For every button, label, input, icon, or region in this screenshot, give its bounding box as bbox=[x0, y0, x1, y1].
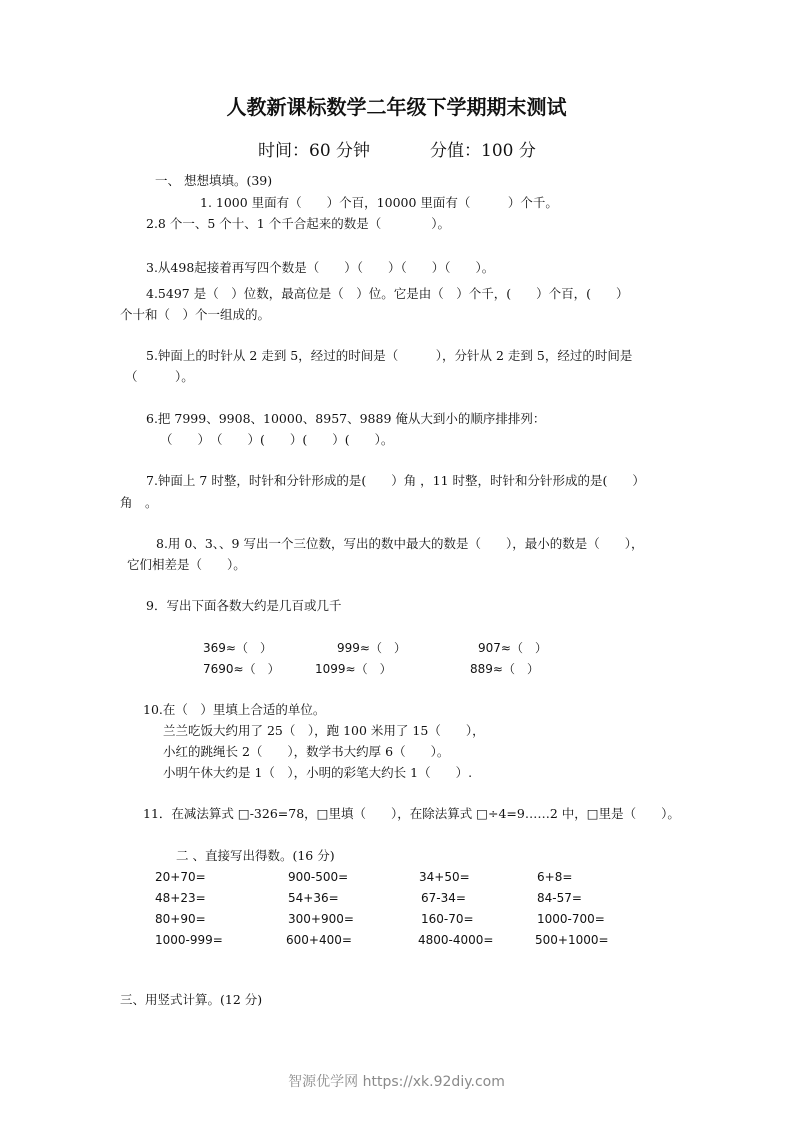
question-4-line1: 4.5497 是（ ）位数，最高位是（ ）位。它是由（ ）个千，( ）个百，( ） bbox=[146, 286, 629, 301]
calc-item: 6+8= bbox=[537, 870, 573, 884]
score-label: 分值：100 分 bbox=[430, 141, 536, 161]
estimate-item: 907≈（ ） bbox=[478, 641, 547, 655]
question-4-line2: 个十和（ ）个一组成的。 bbox=[120, 307, 271, 322]
calc-item: 34+50= bbox=[419, 870, 470, 884]
calc-item: 300+900= bbox=[288, 912, 354, 926]
question-3: 3.从498起接着再写四个数是（ ）（ ）（ ）（ ）。 bbox=[146, 260, 495, 275]
question-2: 2.8 个一、5 个十、1 个千合起来的数是（ ）。 bbox=[146, 216, 450, 231]
section1-heading: 一、 想想填填。(39) bbox=[155, 173, 273, 188]
calc-item: 1000-700= bbox=[537, 912, 605, 926]
question-6-line1: 6.把 7999、9908、10000、8957、9889 俺从大到小的顺序排排列： bbox=[146, 411, 546, 426]
calc-item: 84-57= bbox=[537, 891, 582, 905]
question-6-line2: （ ） （ ）( ）( ）( ）。 bbox=[160, 432, 394, 447]
calc-item: 1000-999= bbox=[155, 933, 223, 947]
calc-item: 160-70= bbox=[421, 912, 474, 926]
question-11: 11．在减法算式 □-326=78，□里填（ ），在除法算式 □÷4=9……2 中，□里是（ ）。 bbox=[143, 806, 680, 821]
question-8-line2: 它们相差是（ ）。 bbox=[127, 557, 246, 572]
calc-item: 54+36= bbox=[288, 891, 339, 905]
calc-item: 500+1000= bbox=[535, 933, 609, 947]
section3-heading: 三、用竖式计算。(12 分) bbox=[120, 992, 263, 1007]
calc-item: 20+70= bbox=[155, 870, 206, 884]
question-5-line1: 5.钟面上的时针从 2 走到 5，经过的时间是（ ），分针从 2 走到 5，经过的时间是 bbox=[146, 348, 633, 363]
question-7-line2: 角 。 bbox=[120, 495, 158, 510]
calc-item: 900-500= bbox=[288, 870, 349, 884]
estimate-item: 369≈（ ） bbox=[203, 641, 272, 655]
calc-item: 4800-4000= bbox=[418, 933, 494, 947]
calc-item: 80+90= bbox=[155, 912, 206, 926]
estimate-item: 7690≈（ ） bbox=[203, 662, 280, 676]
section2-heading: 二 、直接写出得数。(16 分) bbox=[176, 848, 335, 863]
page-title: 人教新课标数学二年级下学期期末测试 bbox=[226, 95, 567, 119]
estimate-item: 999≈（ ） bbox=[337, 641, 406, 655]
question-8-line1: 8.用 0、3、、9 写出一个三位数，写出的数中最大的数是（ ），最小的数是（ ）， bbox=[156, 536, 644, 551]
question-5-line2: （ ）。 bbox=[125, 369, 194, 384]
time-label: 时间：60 分钟 bbox=[258, 141, 371, 161]
footer-watermark: 智源优学网 https://xk.92diy.com bbox=[288, 1074, 505, 1090]
calc-item: 600+400= bbox=[286, 933, 352, 947]
question-7-line1: 7.钟面上 7 时整，时针和分针形成的是( ）角 ，11 时整，时针和分针形成的是( ） bbox=[146, 473, 645, 488]
calc-item: 67-34= bbox=[421, 891, 466, 905]
calc-item: 48+23= bbox=[155, 891, 206, 905]
question-9: 9．写出下面各数大约是几百或几千 bbox=[146, 598, 342, 613]
question-10-line-b: 小红的跳绳长 2（ ），数学书大约厚 6（ ）。 bbox=[163, 744, 450, 759]
question-10: 10.在（ ）里填上合适的单位。 bbox=[143, 702, 326, 717]
question-1: 1. 1000 里面有（ ）个百，10000 里面有（ ）个千。 bbox=[200, 195, 558, 210]
question-10-line-c: 小明午休大约是 1（ ），小明的彩笔大约长 1（ ）. bbox=[163, 765, 473, 780]
estimate-item: 1099≈（ ） bbox=[315, 662, 392, 676]
question-10-line-a: 兰兰吃饭大约用了 25（ ），跑 100 米用了 15（ ）， bbox=[163, 723, 485, 738]
estimate-item: 889≈（ ） bbox=[470, 662, 539, 676]
